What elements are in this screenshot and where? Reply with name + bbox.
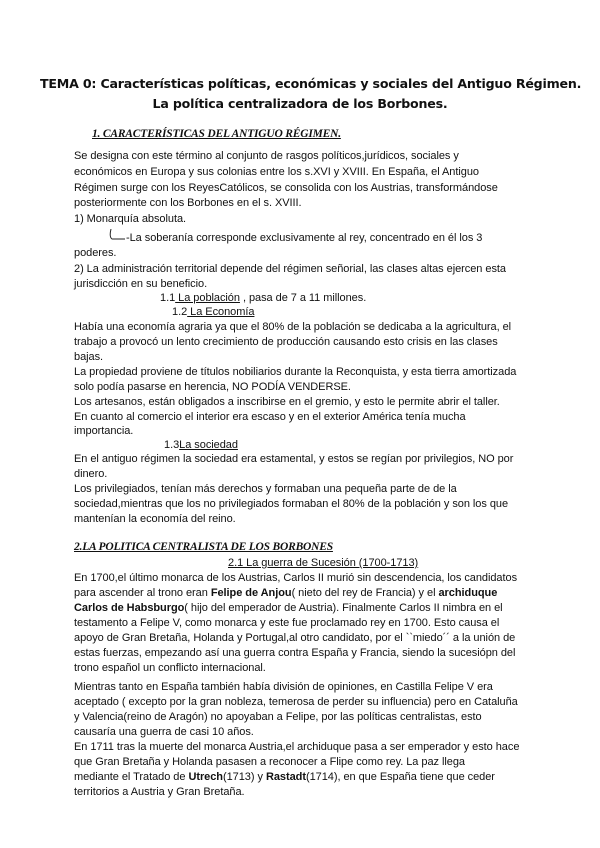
paragraph-line: -La soberanía corresponde exclusivamente al rey, concentrado en él los 3 bbox=[126, 232, 483, 244]
paragraph-line: trono español un conflicto internacional. bbox=[74, 662, 266, 674]
paragraph-line: sociedad,mientras que los no privilegiados formaban el 80% de la población y son los que bbox=[74, 498, 509, 510]
document-title-line-1: TEMA 0: Características políticas, económicas y sociales del Antiguo Régimen. bbox=[40, 76, 582, 91]
document-title-line-2: La política centralizadora de los Borbones. bbox=[152, 96, 448, 111]
paragraph-line: dinero. bbox=[74, 468, 108, 480]
paragraph-line: Había una economía agraria ya que el 80% de la población se dedicaba a la agricultura, el bbox=[74, 321, 512, 333]
paragraph-line: económicos en Europa y sus colonias entre los s.XVI y XVIII. En España, el Antiguo bbox=[74, 166, 479, 178]
subsection-title: La Economía bbox=[187, 306, 255, 318]
paragraph-line: aceptado ( excepto por la gran nobleza, temerosa de perder su influencia) pero en Cataluña bbox=[74, 696, 518, 708]
paragraph-line bbox=[74, 586, 497, 602]
paragraph-line: mantenían la economía del reino. bbox=[74, 513, 236, 525]
paragraph-line: estas fuerzas, empezando así una guerra contra España y Francia, siendo la sucesiópn del bbox=[74, 647, 516, 659]
paragraph-line bbox=[74, 601, 503, 617]
subsection-title: La población bbox=[175, 292, 240, 304]
section-1-heading: 1. CARACTERÍSTICAS DEL ANTIGUO RÉGIMEN. bbox=[92, 128, 341, 140]
bold-name: Utrech bbox=[188, 771, 223, 783]
bold-name: Rastadt bbox=[265, 771, 306, 783]
paragraph-line: apoyo de Gran Bretaña, Holanda y Portugal,al otro candidato, por el ``miedo´´ a la unión de bbox=[74, 632, 516, 644]
paragraph-line: En 1700,el último monarca de los Austrias, Carlos II murió sin descendencia, los candidatos bbox=[74, 572, 518, 584]
paragraph-line: y Valencia(reino de Aragón) no apoyaban a Felipe, por las políticas centralistas, esto bbox=[74, 711, 482, 723]
paragraph-line: solo podía pasarse en herencia, NO PODÍA VENDERSE. bbox=[74, 381, 351, 393]
paragraph-line bbox=[74, 770, 495, 786]
paragraph-line: bajas. bbox=[74, 351, 104, 363]
paragraph-line: Los artesanos, están obligados a inscribirse en el gremio, y esto le permite abrir el taller. bbox=[74, 396, 500, 408]
subsection-number: 1.3 bbox=[164, 439, 180, 451]
subsection-text: , pasa de 7 a 11 millones. bbox=[239, 292, 367, 304]
text-run: mediante el Tratado de bbox=[74, 771, 189, 783]
section-2-heading: 2.LA POLITICA CENTRALISTA DE LOS BORBONES bbox=[74, 541, 333, 553]
subsection-number: 1.2 bbox=[172, 306, 188, 318]
paragraph-line: En el antiguo régimen la sociedad era estamental, y estos se regían por privilegios, NO por bbox=[74, 453, 514, 465]
paragraph-line: Régimen surge con los ReyesCatólicos, se consolida con los Austrias, transformándose bbox=[74, 182, 498, 194]
paragraph-line: Mientras tanto en España también había división de opiniones, en Castilla Felipe V era bbox=[74, 681, 493, 693]
paragraph-line: testamento a Felipe V, como monarca y este fue proclamado rey en 1700. Esto causa el bbox=[74, 617, 500, 629]
paragraph-line: que Gran Bretaña y Holanda pasasen a reconocer a Flipe como rey. La paz llega bbox=[74, 756, 465, 768]
paragraph-line: Los privilegiados, tenían más derechos y formaban una pequeña parte de de la bbox=[74, 483, 457, 495]
paragraph-line: jurisdicción en su beneficio. bbox=[74, 278, 208, 290]
bracket-hook-mark bbox=[108, 229, 126, 241]
paragraph-line: causaría una guerra de casi 10 años. bbox=[74, 726, 254, 738]
paragraph-line: Se designa con este término al conjunto de rasgos políticos,jurídicos, sociales y bbox=[74, 150, 459, 162]
bold-name: Carlos de Habsburgo bbox=[74, 602, 185, 614]
paragraph-line: importancia. bbox=[74, 425, 134, 437]
bold-name: archiduque bbox=[438, 587, 498, 599]
paragraph-line: territorios a Austria y Gran Bretaña. bbox=[74, 786, 245, 798]
paragraph-line: poderes. bbox=[74, 247, 117, 259]
point-1-label: 1) Monarquía absoluta. bbox=[74, 213, 187, 225]
text-run: ( nieto del rey de Francia) y el bbox=[291, 587, 439, 599]
subsection-guerra-sucesion: 2.1 La guerra de Sucesión (1700-1713) bbox=[228, 557, 419, 569]
text-run: para ascender al trono eran bbox=[74, 587, 211, 599]
subsection-title: La sociedad bbox=[179, 439, 238, 451]
bold-name: Felipe de Anjou bbox=[210, 587, 292, 599]
text-run: (1713) y bbox=[222, 771, 266, 783]
paragraph-line: En 1711 tras la muerte del monarca Austria,el archiduque pasa a ser emperador y esto hace bbox=[74, 741, 520, 753]
text-run: (1714), en que España tiene que ceder bbox=[305, 771, 495, 783]
subsection-number: 1.1 bbox=[160, 292, 176, 304]
paragraph-line: trabajo a provocó un lento crecimiento de producción causando esto crisis en las clases bbox=[74, 336, 498, 348]
paragraph-line: En cuanto al comercio el interior era escaso y en el exterior América tenía mucha bbox=[74, 411, 466, 423]
paragraph-line: 2) La administración territorial depende del régimen señorial, las clases altas ejercen esta bbox=[74, 263, 506, 275]
text-run: ( hijo del emperador de Austria). Finalmente Carlos II nimbra en el bbox=[184, 602, 503, 614]
subsection-economia bbox=[172, 305, 254, 321]
paragraph-line: posteriormente con los Borbones en el s. XVIII. bbox=[74, 197, 302, 209]
paragraph-line: La propiedad proviene de títulos nobiliarios durante la Reconquista, y esta tierra amortizada bbox=[74, 366, 517, 378]
